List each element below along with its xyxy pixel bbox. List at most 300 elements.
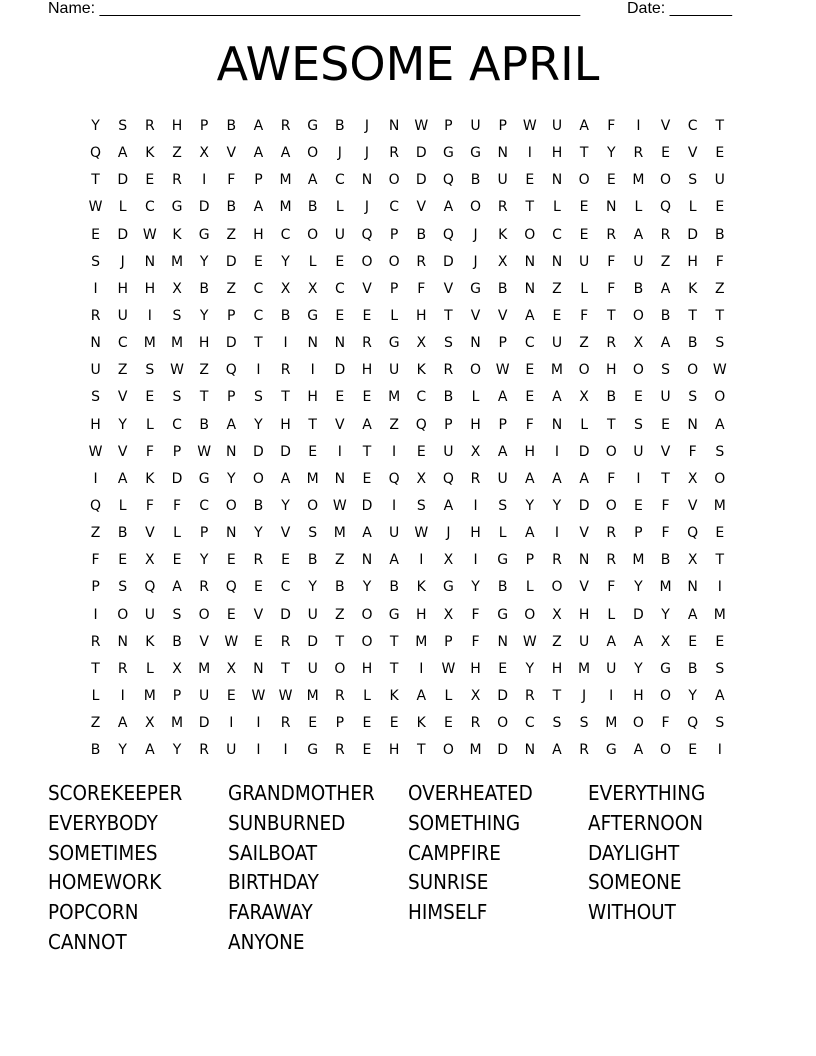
grid-letter: G: [442, 579, 454, 596]
grid-letter: L: [688, 199, 697, 216]
grid-letter: N: [687, 416, 698, 433]
grid-letter: D: [253, 443, 264, 460]
grid-letter: L: [634, 199, 643, 216]
grid-letter: B: [687, 335, 698, 352]
grid-letter: X: [172, 280, 182, 297]
grid-letter: R: [606, 335, 617, 352]
grid-letter: V: [117, 443, 128, 460]
grid-letter: R: [199, 579, 209, 596]
grid-letter: A: [552, 389, 562, 406]
grid-letter: C: [687, 118, 698, 135]
grid-letter: C: [524, 335, 535, 352]
grid-letter: U: [660, 389, 671, 406]
word-list-item: POPCORN: [48, 900, 139, 925]
grid-letter: M: [578, 660, 591, 677]
grid-letter: B: [715, 226, 725, 243]
grid-letter: E: [362, 742, 372, 759]
grid-letter: R: [362, 335, 372, 352]
grid-letter: A: [117, 470, 128, 487]
grid-letter: F: [688, 443, 697, 460]
grid-letter: R: [470, 715, 481, 732]
grid-row: [82, 357, 734, 384]
grid-letter: B: [307, 199, 318, 216]
grid-letter: L: [580, 280, 588, 297]
grid-letter: U: [578, 253, 590, 270]
grid-letter: W: [522, 118, 537, 135]
grid-letter: R: [280, 715, 291, 732]
grid-letter: I: [147, 308, 152, 325]
grid-letter: X: [280, 280, 291, 297]
grid-letter: A: [525, 470, 535, 487]
grid-letter: Y: [172, 742, 182, 759]
grid-letter: H: [198, 335, 210, 352]
grid-letter: B: [497, 579, 508, 596]
grid-letter: O: [632, 308, 644, 325]
grid-letter: Z: [335, 606, 345, 623]
grid-letter: T: [606, 308, 616, 325]
grid-letter: S: [552, 715, 562, 732]
grid-letter: T: [281, 389, 290, 406]
grid-letter: K: [172, 226, 182, 243]
grid-letter: X: [687, 552, 698, 569]
grid-letter: B: [90, 742, 101, 759]
grid-letter: Q: [687, 525, 699, 542]
grid-letter: X: [416, 335, 427, 352]
grid-letter: E: [281, 552, 290, 569]
grid-letter: Q: [225, 362, 237, 379]
grid-letter: G: [307, 118, 319, 135]
grid-letter: W: [170, 362, 184, 379]
grid-letter: W: [414, 525, 429, 542]
grid-letter: L: [335, 199, 344, 216]
grid-letter: A: [525, 525, 535, 542]
grid-letter: V: [443, 280, 454, 297]
grid-letter: N: [497, 145, 508, 162]
grid-row: [82, 412, 734, 439]
grid-letter: E: [226, 552, 236, 569]
grid-letter: C: [416, 389, 427, 406]
grid-letter: K: [145, 470, 155, 487]
grid-letter: M: [659, 579, 672, 596]
grid-letter: F: [471, 606, 480, 623]
grid-letter: I: [283, 335, 288, 352]
grid-letter: I: [419, 552, 424, 569]
grid-row: [82, 222, 734, 249]
grid-letter: F: [417, 280, 426, 297]
grid-letter: R: [280, 633, 291, 650]
grid-letter: W: [197, 443, 212, 460]
grid-letter: F: [580, 308, 589, 325]
grid-letter: I: [609, 688, 614, 705]
word-list-item: ANYONE: [228, 929, 305, 954]
grid-letter: C: [334, 280, 345, 297]
grid-letter: F: [715, 253, 724, 270]
grid-letter: A: [633, 226, 644, 243]
grid-letter: G: [198, 470, 210, 487]
grid-letter: M: [333, 525, 346, 542]
grid-row: [82, 710, 734, 737]
grid-letter: V: [145, 525, 155, 542]
word-list-item: GRANDMOTHER: [228, 781, 375, 805]
grid-letter: E: [552, 308, 562, 325]
grid-letter: O: [714, 470, 726, 487]
grid-letter: O: [524, 606, 536, 623]
grid-letter: A: [687, 606, 698, 623]
grid-letter: W: [495, 362, 510, 379]
grid-letter: O: [307, 145, 319, 162]
grid-letter: Z: [335, 552, 345, 569]
grid-letter: I: [256, 742, 261, 759]
grid-letter: N: [524, 280, 536, 297]
grid-letter: I: [202, 172, 207, 189]
grid-letter: D: [687, 226, 699, 243]
grid-letter: B: [497, 280, 508, 297]
grid-letter: N: [606, 199, 617, 216]
grid-letter: K: [389, 688, 399, 705]
grid-letter: U: [144, 606, 155, 623]
grid-letter: X: [497, 253, 508, 270]
grid-letter: Y: [525, 660, 535, 677]
grid-letter: P: [227, 308, 236, 325]
grid-letter: F: [607, 118, 616, 135]
grid-letter: R: [117, 660, 128, 677]
grid-letter: M: [170, 253, 184, 270]
grid-letter: S: [633, 416, 643, 433]
grid-letter: I: [392, 443, 397, 460]
grid-letter: Y: [118, 742, 127, 759]
grid-letter: E: [715, 145, 725, 162]
grid-letter: N: [90, 335, 101, 352]
grid-letter: K: [416, 362, 426, 379]
grid-letter: O: [578, 172, 590, 189]
grid-letter: S: [91, 389, 101, 406]
grid-letter: G: [307, 742, 319, 759]
grid-letter: O: [714, 389, 726, 406]
grid-letter: W: [332, 498, 347, 515]
grid-letter: W: [88, 443, 103, 460]
grid-letter: Y: [552, 498, 562, 515]
grid-letter: P: [444, 118, 453, 135]
grid-letter: A: [172, 579, 182, 596]
grid-letter: D: [334, 362, 346, 379]
grid-letter: U: [388, 362, 400, 379]
grid-letter: Y: [634, 660, 643, 677]
grid-letter: Q: [144, 579, 156, 596]
grid-letter: E: [389, 715, 399, 732]
grid-row: [82, 547, 734, 574]
grid-letter: P: [199, 118, 209, 135]
grid-letter: L: [553, 199, 561, 216]
grid-letter: V: [416, 199, 427, 216]
grid-letter: A: [579, 118, 589, 135]
grid-letter: J: [473, 253, 478, 270]
grid-letter: Q: [660, 199, 672, 216]
grid-letter: U: [307, 660, 318, 677]
grid-letter: E: [172, 552, 182, 569]
grid-letter: E: [633, 498, 643, 515]
grid-letter: B: [633, 280, 644, 297]
grid-letter: B: [660, 308, 671, 325]
grid-letter: M: [388, 389, 401, 406]
grid-letter: B: [389, 579, 399, 596]
grid-letter: N: [578, 552, 590, 569]
grid-letter: T: [579, 145, 589, 162]
grid-letter: N: [497, 633, 508, 650]
grid-letter: B: [335, 579, 345, 596]
grid-letter: E: [525, 362, 535, 379]
grid-letter: E: [226, 688, 236, 705]
grid-letter: P: [444, 416, 453, 433]
grid-letter: L: [363, 688, 371, 705]
grid-letter: D: [361, 498, 373, 515]
grid-letter: Z: [579, 335, 589, 352]
grid-letter: N: [334, 470, 346, 487]
grid-letter: W: [414, 118, 429, 135]
grid-letter: P: [172, 688, 182, 705]
grid-letter: I: [717, 742, 722, 759]
grid-letter: K: [688, 280, 698, 297]
grid-letter: T: [525, 199, 535, 216]
grid-letter: T: [416, 742, 426, 759]
grid-letter: P: [199, 525, 209, 542]
grid-letter: O: [225, 498, 237, 515]
grid-letter: Z: [199, 362, 209, 379]
grid-letter: H: [605, 362, 617, 379]
grid-row: [82, 520, 734, 547]
grid-letter: I: [283, 742, 288, 759]
grid-letter: F: [607, 579, 616, 596]
grid-letter: H: [633, 688, 644, 705]
grid-letter: D: [415, 172, 427, 189]
grid-letter: M: [415, 633, 428, 650]
grid-row: [82, 194, 734, 221]
grid-letter: C: [280, 579, 291, 596]
grid-letter: D: [280, 606, 291, 623]
grid-letter: I: [717, 579, 722, 596]
grid-row: [82, 330, 734, 357]
grid-letter: Y: [199, 308, 209, 325]
grid-row: [82, 466, 734, 493]
grid-letter: V: [117, 389, 128, 406]
grid-letter: S: [91, 253, 101, 270]
grid-letter: N: [144, 253, 156, 270]
grid-letter: T: [254, 335, 263, 352]
word-list-item: SOMETIMES: [48, 840, 158, 865]
grid-letter: T: [715, 308, 725, 325]
grid-letter: T: [335, 633, 345, 650]
grid-letter: V: [687, 145, 698, 162]
grid-letter: G: [660, 660, 671, 677]
grid-letter: N: [226, 443, 237, 460]
grid-letter: X: [633, 335, 644, 352]
grid-letter: T: [715, 118, 725, 135]
grid-letter: R: [443, 362, 454, 379]
grid-letter: A: [280, 470, 291, 487]
grid-letter: H: [280, 416, 291, 433]
grid-letter: Y: [91, 118, 100, 135]
grid-letter: T: [362, 443, 372, 460]
grid-letter: O: [388, 253, 400, 270]
grid-letter: E: [579, 199, 589, 216]
grid-row: [82, 493, 734, 520]
grid-letter: S: [715, 335, 725, 352]
grid-letter: I: [120, 688, 125, 705]
grid-letter: U: [633, 253, 644, 270]
grid-letter: E: [715, 633, 725, 650]
grid-letter: E: [688, 742, 698, 759]
grid-letter: L: [91, 688, 100, 705]
grid-letter: Q: [90, 145, 102, 162]
grid-letter: M: [198, 660, 211, 677]
grid-letter: R: [497, 199, 508, 216]
grid-letter: Y: [281, 253, 290, 270]
grid-letter: T: [444, 308, 453, 325]
grid-letter: E: [362, 389, 372, 406]
grid-letter: L: [607, 606, 616, 623]
grid-letter: Z: [715, 280, 725, 297]
grid-letter: X: [172, 660, 182, 677]
grid-letter: N: [253, 660, 264, 677]
grid-letter: A: [525, 308, 535, 325]
grid-letter: Y: [281, 498, 290, 515]
grid-letter: T: [688, 308, 697, 325]
grid-letter: M: [170, 335, 184, 352]
grid-letter: N: [470, 335, 481, 352]
grid-letter: X: [660, 633, 671, 650]
grid-letter: D: [497, 742, 509, 759]
grid-letter: Y: [362, 579, 372, 596]
grid-letter: R: [552, 552, 562, 569]
grid-letter: F: [661, 525, 670, 542]
grid-letter: P: [498, 118, 507, 135]
grid-letter: M: [279, 199, 292, 216]
grid-letter: A: [579, 470, 589, 487]
grid-letter: W: [712, 362, 727, 379]
grid-letter: E: [118, 552, 128, 569]
grid-letter: R: [253, 552, 264, 569]
grid-letter: T: [281, 660, 290, 677]
grid-letter: Z: [226, 280, 237, 297]
grid-letter: X: [470, 688, 481, 705]
grid-letter: O: [578, 362, 590, 379]
grid-letter: F: [607, 280, 616, 297]
word-list-item: SOMEONE: [588, 870, 682, 895]
grid-letter: Z: [90, 525, 101, 542]
grid-letter: H: [687, 253, 698, 270]
grid-letter: B: [687, 660, 698, 677]
grid-letter: F: [145, 498, 154, 515]
grid-letter: R: [280, 118, 291, 135]
grid-letter: Y: [661, 606, 670, 623]
grid-letter: N: [117, 633, 128, 650]
grid-letter: E: [308, 715, 318, 732]
grid-letter: A: [226, 416, 237, 433]
word-list-item: DAYLIGHT: [588, 840, 680, 865]
grid-letter: O: [307, 498, 319, 515]
word-list: [48, 778, 788, 957]
grid-letter: S: [145, 362, 155, 379]
grid-letter: N: [551, 416, 563, 433]
grid-letter: A: [497, 389, 508, 406]
word-list-item: HIMSELF: [408, 900, 488, 925]
grid-letter: Z: [90, 715, 101, 732]
grid-letter: K: [416, 715, 426, 732]
grid-letter: G: [470, 145, 481, 162]
grid-letter: F: [227, 172, 236, 189]
grid-letter: N: [334, 335, 346, 352]
grid-letter: O: [660, 742, 672, 759]
word-list-item: SCOREKEEPER: [48, 781, 183, 805]
grid-letter: E: [606, 172, 616, 189]
grid-letter: W: [224, 633, 239, 650]
grid-letter: S: [688, 172, 698, 189]
grid-letter: C: [334, 172, 345, 189]
grid-letter: A: [633, 633, 644, 650]
grid-letter: D: [632, 606, 644, 623]
grid-letter: O: [117, 606, 129, 623]
grid-letter: R: [280, 362, 291, 379]
grid-letter: R: [606, 226, 617, 243]
grid-letter: A: [660, 335, 671, 352]
grid-letter: N: [226, 525, 237, 542]
grid-letter: S: [661, 362, 670, 379]
grid-letter: V: [226, 145, 237, 162]
grid-letter: S: [688, 389, 698, 406]
grid-letter: M: [143, 688, 156, 705]
grid-letter: R: [199, 742, 209, 759]
grid-letter: U: [633, 443, 644, 460]
grid-letter: V: [687, 498, 698, 515]
grid-letter: J: [337, 145, 342, 162]
grid-letter: W: [142, 226, 157, 243]
grid-letter: E: [579, 226, 589, 243]
grid-letter: O: [198, 606, 210, 623]
grid-letter: F: [172, 498, 182, 515]
grid-letter: K: [498, 226, 508, 243]
grid-letter: A: [307, 172, 318, 189]
grid-letter: H: [578, 606, 590, 623]
grid-letter: Y: [254, 525, 263, 542]
grid-row: [82, 629, 734, 656]
grid-letter: N: [388, 118, 400, 135]
grid-letter: W: [251, 688, 266, 705]
grid-letter: R: [470, 470, 481, 487]
grid-letter: F: [661, 715, 670, 732]
grid-letter: L: [580, 416, 588, 433]
word-list-item: SUNBURNED: [228, 810, 346, 835]
word-list-item: EVERYBODY: [48, 810, 158, 835]
grid-letter: Q: [415, 416, 427, 433]
grid-letter: C: [253, 280, 264, 297]
grid-letter: U: [578, 633, 590, 650]
grid-row: [82, 602, 734, 629]
grid-letter: R: [633, 145, 644, 162]
grid-letter: S: [443, 335, 453, 352]
grid-letter: A: [443, 498, 454, 515]
grid-letter: O: [470, 199, 482, 216]
grid-letter: X: [307, 280, 318, 297]
grid-letter: R: [606, 552, 617, 569]
grid-letter: R: [389, 145, 399, 162]
grid-letter: P: [498, 335, 507, 352]
grid-letter: Q: [442, 172, 454, 189]
grid-letter: M: [713, 606, 726, 623]
grid-letter: J: [364, 118, 370, 135]
grid-letter: E: [362, 308, 372, 325]
grid-letter: E: [498, 660, 508, 677]
grid-letter: E: [362, 715, 372, 732]
grid-letter: U: [117, 308, 128, 325]
